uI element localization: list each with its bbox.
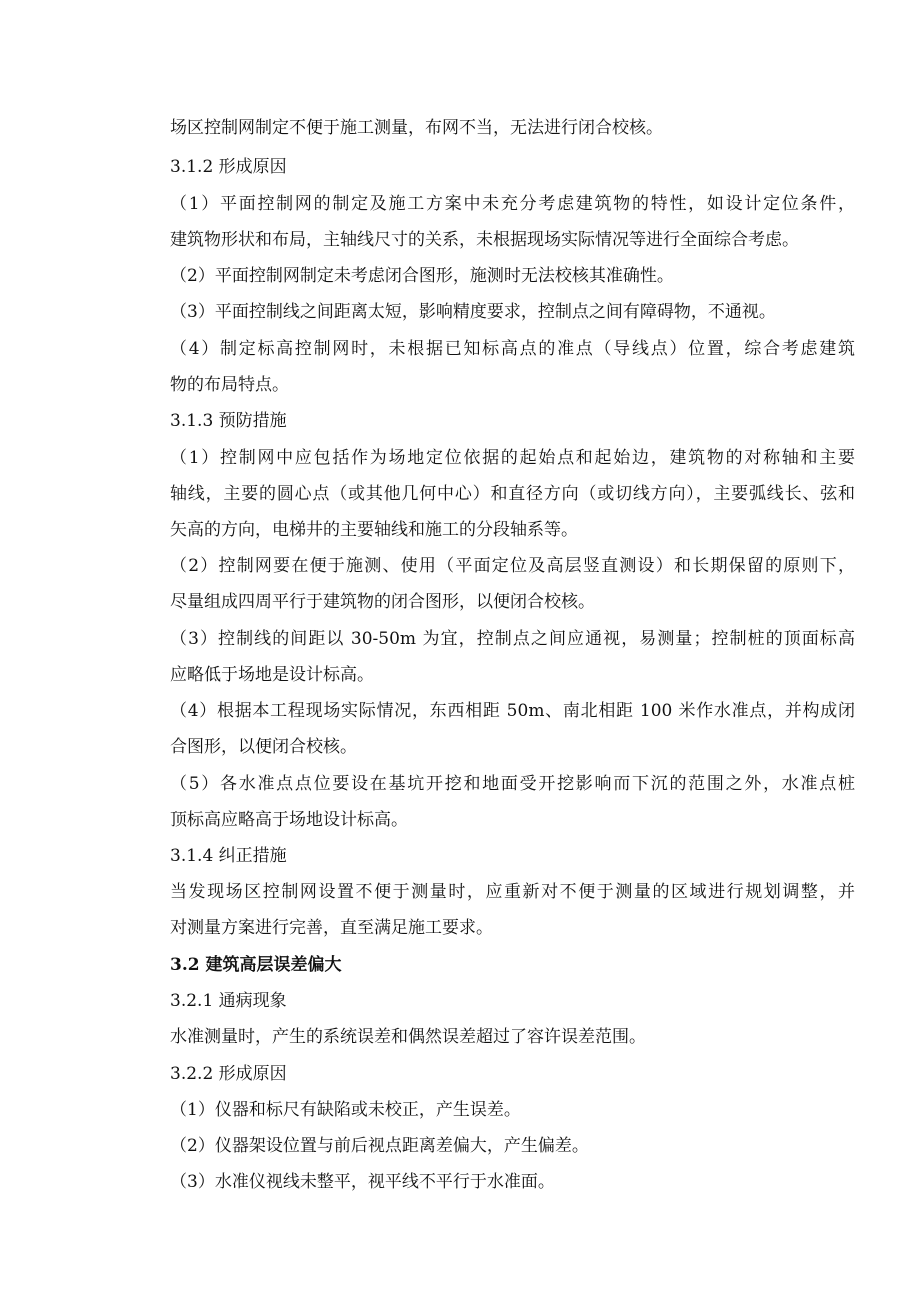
paragraph-line: 应略低于场地是设计标高。 bbox=[170, 665, 374, 685]
paragraph-line: 对测量方案进行完善，直至满足施工要求。 bbox=[170, 918, 493, 938]
paragraph-line: 轴线，主要的圆心点（或其他几何中心）和直径方向（或切线方向），主要弧线长、弦和 bbox=[170, 484, 855, 504]
paragraph-line: （4）根据本工程现场实际情况，东西相距 50m、南北相距 100 米作水准点，并构成闭 bbox=[170, 701, 855, 721]
paragraph-line: （2）平面控制网制定未考虑闭合图形，施测时无法校核其准确性。 bbox=[170, 266, 674, 286]
paragraph-line: （1）控制网中应包括作为场地定位依据的起始点和起始边，建筑物的对称轴和主要 bbox=[170, 448, 855, 468]
paragraph-line: （1）平面控制网的制定及施工方案中未充分考虑建筑物的特性，如设计定位条件， bbox=[170, 194, 855, 214]
paragraph-line: （4）制定标高控制网时，未根据已知标高点的准点（导线点）位置，综合考虑建筑 bbox=[170, 339, 855, 359]
paragraph-line: （2）仪器架设位置与前后视点距离差偏大，产生偏差。 bbox=[170, 1136, 589, 1156]
paragraph-line: （3）控制线的间距以 30-50m 为宜，控制点之间应通视，易测量；控制桩的顶面标高 bbox=[170, 629, 855, 649]
section-heading-3-2-1: 3.2.1 通病现象 bbox=[170, 991, 287, 1011]
paragraph-line: 水准测量时，产生的系统误差和偶然误差超过了容许误差范围。 bbox=[170, 1027, 646, 1047]
section-heading-3-1-4: 3.1.4 纠正措施 bbox=[170, 846, 287, 866]
section-heading-3-2: 3.2 建筑高层误差偏大 bbox=[170, 955, 342, 975]
paragraph-line: 物的布局特点。 bbox=[170, 375, 289, 395]
paragraph-line: 场区控制网制定不便于施工测量，布网不当，无法进行闭合校核。 bbox=[170, 118, 663, 138]
paragraph-line: （1）仪器和标尺有缺陷或未校正，产生误差。 bbox=[170, 1100, 521, 1120]
paragraph-line: （5）各水准点点位要设在基坑开挖和地面受开挖影响而下沉的范围之外，水准点桩 bbox=[170, 774, 855, 794]
paragraph-line: 合图形，以便闭合校核。 bbox=[170, 737, 357, 757]
paragraph-line: 顶标高应略高于场地设计标高。 bbox=[170, 810, 408, 830]
paragraph-line: 尽量组成四周平行于建筑物的闭合图形，以便闭合校核。 bbox=[170, 592, 595, 612]
paragraph-line: （3）水准仪视线未整平，视平线不平行于水准面。 bbox=[170, 1172, 555, 1192]
section-heading-3-1-2: 3.1.2 形成原因 bbox=[170, 157, 287, 177]
paragraph-line: （2）控制网要在便于施测、使用（平面定位及高层竖直测设）和长期保留的原则下， bbox=[170, 556, 855, 576]
paragraph-line: 当发现场区控制网设置不便于测量时，应重新对不便于测量的区域进行规划调整，并 bbox=[170, 882, 855, 902]
section-heading-3-1-3: 3.1.3 预防措施 bbox=[170, 411, 287, 431]
paragraph-line: 建筑物形状和布局，主轴线尺寸的关系，未根据现场实际情况等进行全面综合考虑。 bbox=[170, 230, 799, 250]
paragraph-line: 矢高的方向，电梯井的主要轴线和施工的分段轴系等。 bbox=[170, 520, 578, 540]
paragraph-line: （3）平面控制线之间距离太短，影响精度要求，控制点之间有障碍物，不通视。 bbox=[170, 302, 776, 322]
section-heading-3-2-2: 3.2.2 形成原因 bbox=[170, 1064, 287, 1084]
